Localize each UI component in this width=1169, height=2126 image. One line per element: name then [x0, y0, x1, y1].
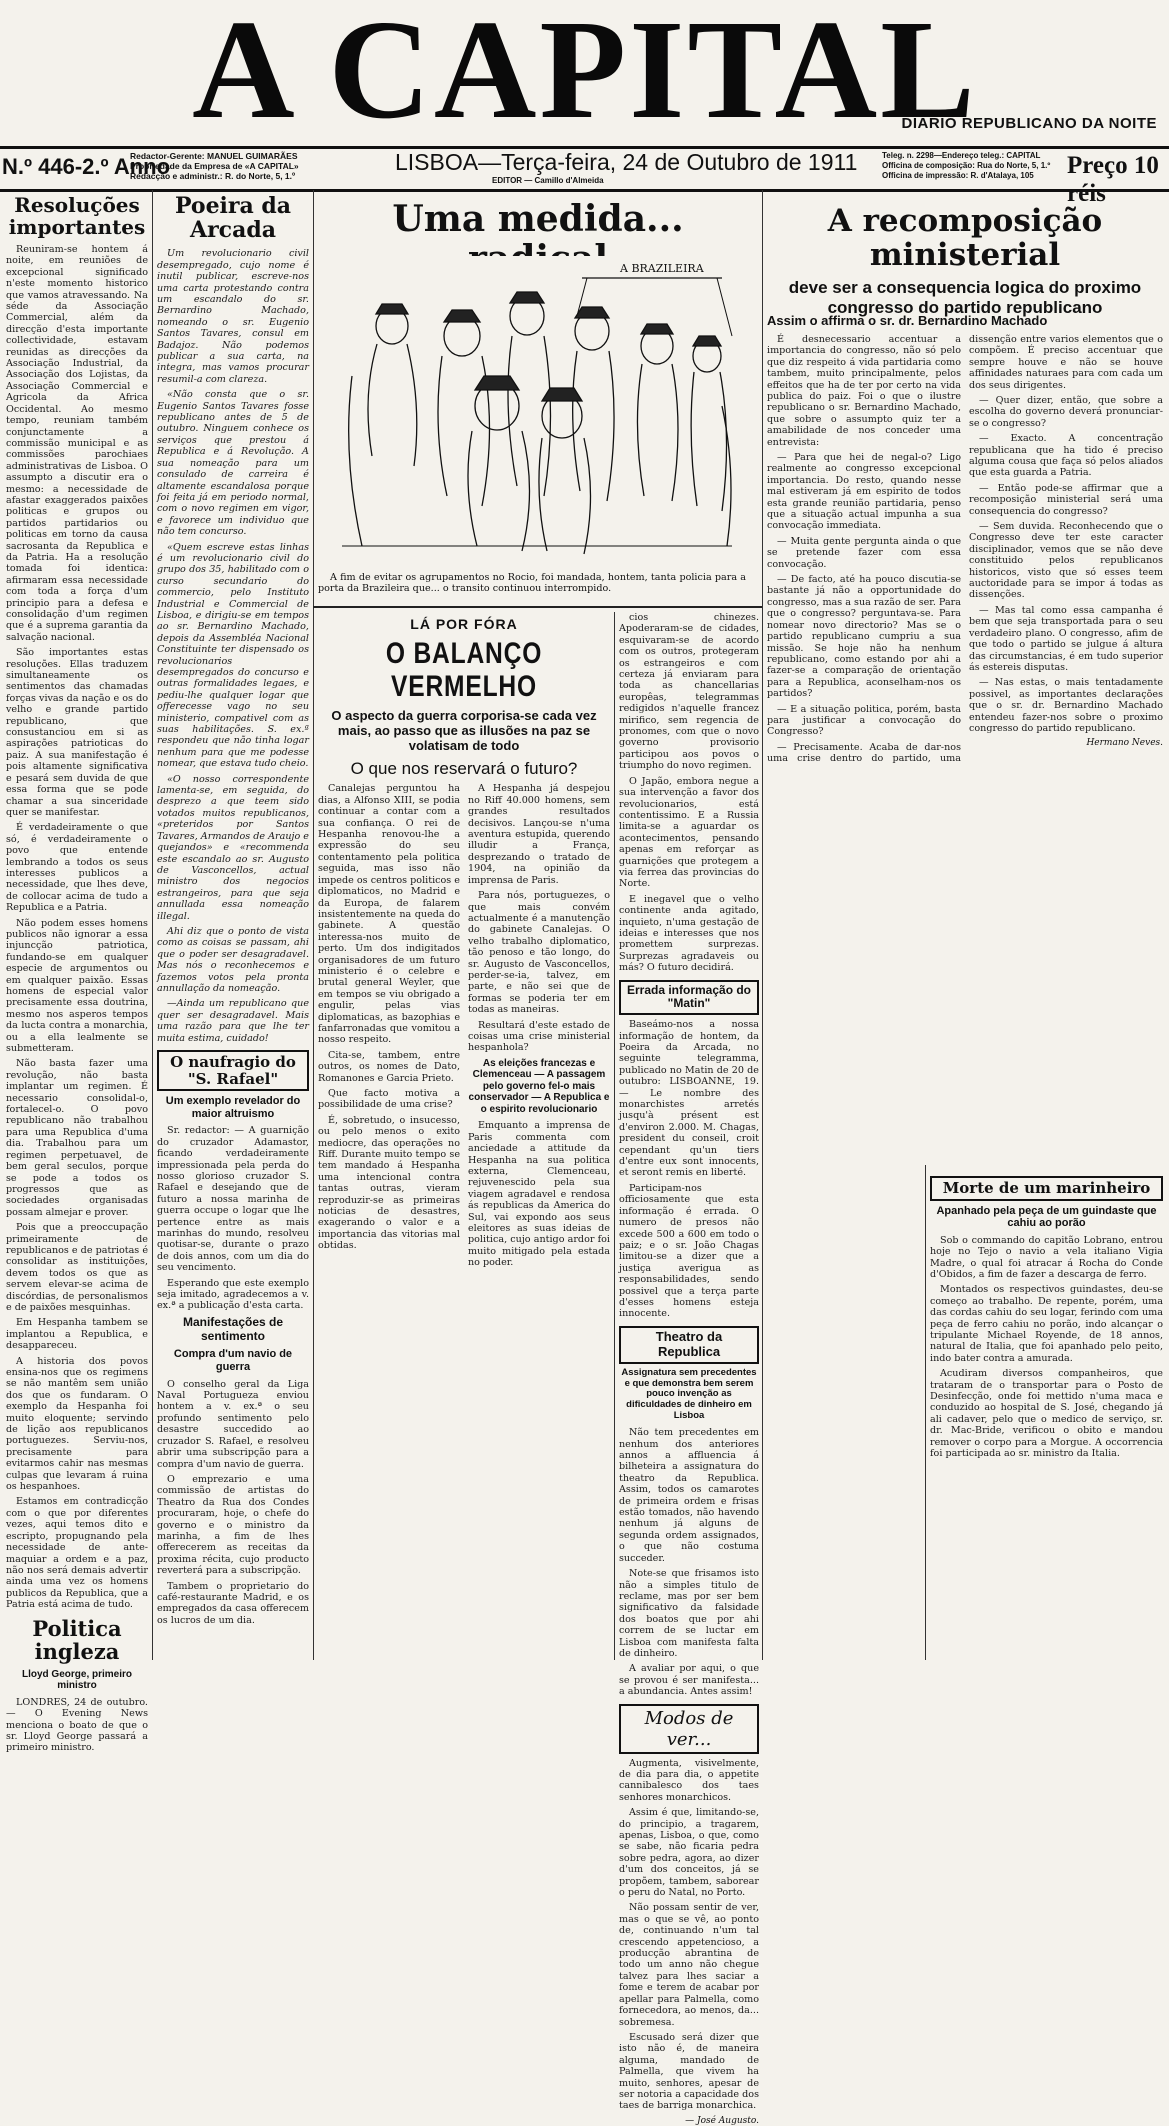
column-rule	[313, 190, 314, 1660]
article-paragraph: Estamos em contradicção com o que por diferentes vezes, aqui temos dito e escripto, propugnando pela necessidade de ante-maquiar a ordem e a paz, não nos será demais advertir ainda uma vez os homens publicos da Republica, que a Patria está acima de tudo.	[6, 1496, 148, 1611]
column-5	[767, 310, 1163, 1165]
column-6	[930, 1170, 1163, 1660]
article-paragraph: Canalejas perguntou ha dias, a Alfonso XIII, se podia continuar a contar com a sua confiança. O rei de Hespanha renovou-lhe a expressão do seu contentamento pela politica seguida, mas isso não impede os centros politicos e diplomaticos, no Madrid e da Europa, de falarem insistentemente na queda do gabinete. A questão interessa-nos muito de perto. Um dos indigitados organisadores de um futuro ministerio é o celebre e brutal general Weyler, que em tempos se viu obrigado a engulir, pelas vias diplomaticas, as bazophias e fanfarronadas que vomitou a nosso respeito.	[318, 783, 460, 1046]
main-headline: Uma medida...	[392, 198, 684, 240]
column-rule	[762, 190, 763, 1660]
article-paragraph: Não tem precedentes em nenhum dos anteriores annos a affluencia á bilheteira a assignatura do theatro da Republica. Assim, todos os camarotes de primeira ordem e frisas estão tomados, não havendo nenhum já alguns de segunda ordem assignados, o que não costuma succeder.	[619, 1427, 759, 1564]
article-paragraph: Participam-nos officiosamente que esta informação é errada. O numero de presos não excede 500 a 600 em todo o paiz; e o sr. João Chagas limitou-se a dizer que a justiça averigua as responsabilidades, sendo possivel que a terça parte d'esses homens esteja innocente.	[619, 1182, 759, 1320]
article-paragraph: — Precisamente. Acaba de dar-nos uma crise dentro do partido, uma dissenção entre varios elementos que o compõem. É preciso accentuar que sempre houve e não se houve affinidades naturaes para com cada um dos seus dirigentes.	[767, 333, 1163, 765]
article-subtitle: Compra d'um navio de guerra	[173, 1348, 293, 1374]
article-paragraph: — Então pode-se affirmar que a recomposição ministerial será uma consequencia do congresso?	[969, 482, 1163, 517]
article-paragraph: Não podem esses homens publicos não ignorar a essa injuncção patriotica, fundando-se em qualquer especie de argumentos ou em qualquer paixão. Essas homens de especial valor precisamente essa doutrina, mesmo nos asperos tempos da lucta contra a monarchia, ou a ella lealmente se submetteram.	[6, 917, 148, 1055]
section-kicker: LÁ POR FÓRA	[410, 616, 518, 632]
article-subtitle: Assim o affirma o sr. dr. Bernardino Machado	[767, 313, 1048, 328]
article-paragraph: A historia dos povos ensina-nos que os regimens se não mantêm sem união dos que os fundaram. O exemplo da Hespanha foi muito eloquente; servindo de lição aos republicanos portuguezes. Serviu-nos, precisamente para evitarmos cahir nas mesmas culpas que levaram á ruina os hespanhoes.	[6, 1355, 148, 1493]
article-paragraph: — Sem duvida. Reconhecendo que o Congresso deve ter este caracter disciplinador, vemos que se não deve constituido pelos republicanos historicos, visto que só esses teem auctoridade para se impor á todas as dissenções.	[969, 521, 1163, 601]
article-paragraph: A avaliar por aqui, o que se provou é ser manifesta... a abundancia. Antes assim!	[619, 1663, 759, 1698]
article-paragraph: Resultará d'este estado de coisas uma crise ministerial hespanhola?	[468, 1019, 610, 1054]
article-paragraph: — Muita gente pergunta ainda o que se pretende fazer com essa convocação.	[767, 535, 961, 570]
article-paragraph: E inegavel que o velho continente anda agitado, inquieto, n'uma gestação de ideias e interesses que nos promettem surprezas. Surprezas agradaveis ou más? O futuro decidirá.	[619, 893, 759, 974]
editor-name: EDITOR — Camillo d'Almeida	[492, 176, 604, 185]
column-3	[318, 612, 610, 1660]
article-paragraph: cios chinezes. Apoderaram-se de cidades, esquivaram-se de acordo com os outros, protegeram os estrangeiros e com certeza já enviaram para toda as chancellarias europêas, telegrammas redigidos n'aquelle francez mirifico, sem regencia de pronomes, com que o novo governo provisorio participou aos povos o triumpho do novo regimen.	[619, 612, 759, 772]
article-signature: — José Augusto.	[685, 2115, 759, 2126]
column-1	[6, 190, 148, 1754]
contact-line: Officina de impressão: R. d'Atalaya, 105	[882, 171, 1034, 180]
article-paragraph: Assim é que, limitando-se, do principio, a tragarem, apenas, Lisboa, o que, como se sabe, não ficaria pedra sobre pedra, agora, ao dizer d'um dos conceitos, já se propõem, tambem, saborear o peru do Natal, no Porto.	[619, 1807, 759, 1899]
newspaper-title: A CAPITAL	[192, 0, 978, 148]
article-paragraph: — Para que hei de negal-o? Ligo realmente ao congresso excepcional importancia. Do resto, quando nesse mal estiveram já em espirito de todos esta grande reunião partidaria, penso que a situação actual impunha a sua convocação immediata.	[767, 452, 961, 532]
column-5-lower-left	[767, 1170, 921, 1660]
editor-credits	[130, 151, 299, 181]
article-signature: Hermano Neves.	[1086, 738, 1163, 749]
article-title: Resoluções importantes	[8, 193, 146, 239]
article-paragraph: O conselho geral da Liga Naval Portugueza enviou hontem a v. ex.ª o seu profundo sentimento pelo desastre succedido ao cruzador S. Rafael, e resolveu abrir uma subscripção para a compra d'um navio de guerra.	[157, 1378, 309, 1470]
article-paragraph: Esperando que este exemplo seja imitado, agradecemos a v. ex.ª a publicação d'esta carta.	[157, 1277, 309, 1312]
article-paragraph: Que facto motiva a possibilidade de uma crise?	[318, 1088, 460, 1111]
article-paragraph: Ahi diz que o ponto de vista como as coisas se passam, ahi que o poder ser desagradavel. Mas nós o reconhecemos e fazemos votos pela pronta annullação da nomeação.	[157, 925, 309, 994]
article-paragraph: É, sobretudo, o insucesso, ou pelo menos o exito mediocre, das operações no Riff. Durante muito tempo se tem mandado á Hespanha uma intencional contra tantas outras, vieram reproduzir-se as primeiras noticias de desastres, exagerando o valor e a importancia das vitorias mal obtidas.	[318, 1114, 460, 1252]
newspaper-subtitle: DIARIO REPUBLICANO DA NOITE	[901, 115, 1157, 132]
article-paragraph: Para nós, portuguezes, o que mais convém actualmente é a manutenção do gabinete Canalejas. O velho trabalho diplomatico, tão penoso e tão longo, do sr. Augusto de Vasconcellos, perder-se-ia, talvez, em parte, e não sei que de formas se poderia ter em todas as maneiras.	[468, 890, 610, 1016]
article-paragraph: Note-se que frisamos isto não a simples titulo de reclame, mas por ser bem significativo da falsidade dos boatos que por ahi correm de se luctar em Lisboa com manifesta falta de dinheiro.	[619, 1568, 759, 1659]
article-paragraph: — Nas estas, o mais tentadamente possivel, as importantes declarações que o sr. dr. Bernardino Machado entendeu fazer-nos sobre o proximo congresso do partido republicano.	[969, 677, 1163, 734]
article-paragraph: O emprezario e uma commissão de artistas do Theatro da Rua dos Condes procuraram, hoje, o chefe do governo e o ministro da marinha, a fim de lhes offerecerem as receitas da proxima récita, cujo producto reverterá para a subscripção.	[157, 1473, 309, 1577]
article-paragraph: Reuniram-se hontem á noite, em reuniões de excepcional significado n'este momento historico que vamos atravessando. Na séde da Associação Commercial, além da direcção d'esta importante collectividade, estavam reunidas as direcções da Associação Industrial, da Associação dos Lojistas, da Associação Commercial e Agricola da Africa Occidental. Ao mesmo tempo, reuniam também conjunctamente a commissão municipal e as commissões parochiaes administrativas de Lisboa. O assumpto a discutir era o mesmo: a necessidade de afastar exaggerados paixões politicas e grupos ou partidos partidarios ou politicas em torno da causa sacrosanta da Republica e da Patria. Ha a resolução tomada foi identica: afirmaram essa necessidade com toda a força d'um principio para a defesa e consolidação d'um regimen que é a suprema garantia da salvação nacional.	[6, 244, 148, 643]
issue-number: N.º 446-2.º Anno	[2, 154, 171, 179]
editor-line: Propriedade da Empresa de «A CAPITAL»	[130, 161, 299, 171]
article-deck: deve ser a consequencia logica do proximo congresso do partido republicano	[788, 278, 1142, 317]
column-rule	[152, 190, 153, 1660]
contact-line: Officina de composição: Rua do Norte, 5, 1.º	[882, 161, 1051, 170]
article-paragraph: — Mas tal como essa campanha é bem que seja transportada para o seu verdadeiro plano. O congresso, afim de que todo o partido se julgue á altura das circumstancias, é em tudo superior ás estereis disputas.	[969, 604, 1163, 673]
column-rule	[614, 612, 615, 1660]
article-subtitle: As eleições francezas e Clemenceau — A passagem pelo governo fel-o mais conservador — A Republica e o espirito revolucionario	[468, 1057, 610, 1115]
cafe-sign-text: A BRAZILEIRA	[620, 262, 704, 275]
article-paragraph: — Quer dizer, então, que sobre a escolha do governo deverá pronunciar-se o congresso?	[969, 394, 1163, 429]
article-title: Theatro da Republica	[619, 1326, 759, 1364]
issue-date: LISBOA—Terça-feira, 24 de Outubro de 1911	[395, 149, 858, 175]
masthead	[0, 0, 1169, 150]
article-subtitle: Lloyd George, primeiro ministro	[21, 1668, 133, 1692]
cartoon-illustration	[322, 256, 740, 558]
article-body	[767, 334, 1163, 765]
article-paragraph: Não basta fazer uma revolução, não basta implantar um regimen. É necessario consolidal-o, fortalecel-o. O povo republicano não trabalhou para uma Republica d'uma dia. Trabalhou para um regimen perpetuavel, de bem geral seculos, porque se pode a todos os progressos que as sociedades organisadas possam almejar e prover.	[6, 1058, 148, 1218]
article-subtitle: Assignatura sem precedentes e que demonstra bem serem pouco invenção as dificuldades de dinheiro em Lisboa	[621, 1366, 757, 1422]
article-paragraph: São importantes estas resoluções. Ellas traduzem simultaneamente os sentimentos das chamadas forças vivas da nação e os do velho e grande partido republicano, que consustanciou em si as aspirações patrioticas do paiz. A sua manifestação é pois altamente significativa e pesará sem duvida de que essa forma que se pode chamar a sua sinceridade quer se manifestar.	[6, 647, 148, 818]
article-paragraph: É verdadeiramente o que só, é verdadeiramente o povo que entende lembrando a todos os seus interesses publicos a necessidade, que lhes deve, de collocar acima de tudo a Republica e a Patria.	[6, 822, 148, 914]
article-paragraph: Tambem o proprietario do café-restaurante Madrid, e os empregados da casa offerecem os lucros de um dia.	[157, 1580, 309, 1626]
article-paragraph: É desnecessario accentuar a importancia do congresso, não só pelo que diz respeito á vida partidaria como tambem, muito principalmente, pelos effeitos que ha de ter por certo na vida publica do paiz. Foi o que o ilustre republicano o sr. Bernardino Machado, que sobre o assumpto quiz ter a amabilidade de nos conceder uma entrevista:	[767, 333, 961, 448]
article-title: O BALANÇO VERMELHO	[385, 637, 543, 704]
contact-info	[882, 151, 1050, 181]
article-paragraph: Acudiram diversos companheiros, que trataram de o transportar para o Posto de Desinfecção, onde foi mettido n'uma maca e conduzido ao hospital de S. José, chegando já ali cadaver, pelo que o medico de serviço, sr. dr. Mac-Bride, verificou o obito e mandou remover o corpo para a Morgue. A occorrencia foi participada ao sr. ministro da Italia.	[930, 1368, 1163, 1460]
article-paragraph: O Japão, embora negue a sua intervenção a favor dos revolucionarios, está contentissimo. E a Russia limita-se a aguardar os acontecimentos, pensando apenas em reforçar as guarnições que protegem a via ferrea das provincias do Norte.	[619, 775, 759, 890]
article-paragraph: —Ainda um republicano que quer ser desagradavel. Mais uma razão para que lhe ter muita estima, cuidado!	[157, 998, 309, 1044]
column-4	[619, 612, 759, 2126]
article-paragraph: Escusado será dizer que isto não é, de maneira alguma, mandado de Palmella, que vivem ha muito, senhores, apesar de ser notoria a capacidade dos taes de barriga monarchica.	[619, 2031, 759, 2112]
article-paragraph: «Quem escreve estas linhas é um revolucionario civil do grupo dos 35, habilitado com o curso secundario do commercio, pelo Instituto Industrial e Commercial de Lisboa, e dirigiu-se em tempos ao sr. Bernardino Machado, depois da Assembléa Nacional Constituinte ter dispensado os revolucionarios desempregados do concurso e outras formalidades legaes, e pediu-lhe qualquer logar que offerecesse vago no seu ministerio, compativel com as suas habilitações. S. ex.ª respondeu que não tinha logar nenhum para que me podesse nomear, que estava tudo cheio.	[157, 541, 309, 770]
article-subtitle: Um exemplo revelador do maior altruismo	[165, 1095, 301, 1120]
article-paragraph: Em Hespanha tambem se implantou a Republica, e desappareceu.	[6, 1317, 148, 1352]
cartoon-caption: A fim de evitar os agrupamentos no Rocio, foi mandada, hontem, tanta policia para a porta da Brazileira que... o transito continuou interrompido.	[318, 571, 746, 594]
article-paragraph: LONDRES, 24 de outubro. — O Evening News menciona o boato de que o sr. Lloyd George passará a primeiro ministro.	[6, 1696, 148, 1754]
article-paragraph: Augmenta, visivelmente, de dia para dia, o appetite cannibalesco dos taes senhores monarchicos.	[619, 1757, 759, 1803]
article-paragraph: — E a situação politica, porém, basta para justificar a convocação do Congresso?	[767, 703, 961, 738]
article-paragraph: Baseámo-nos a nossa informação de hontem, da Poeira da Arcada, no seguinte telegramma, publicado no Matin de 20 de outubro: LISBOANNE, 19. — Le nombre des monarchistes arretés jusqu'à présent est d'environ 2.000. M. Chagas, president du conseil, croit cependant qu'un tiers d'entre eux sont innocents, et seront remis en liberté.	[619, 1019, 759, 1179]
article-paragraph: A Hespanha já despejou no Riff 40.000 homens, sem grandes resultados decisivos. Lançou-se n'uma aventura estupida, querendo illudir a França, desprezando o tratado de 1904, na opinião da imprensa de Paris.	[468, 783, 610, 886]
headline-area	[318, 190, 758, 260]
article-paragraph: Não possam sentir de ver, mas o que se vê, ao ponto de, continuando n'um tal crescendo appetencioso, a producção abrantina de todo um anno não chegue talvez para lhes saciar a fome e terem de acabar por apellar para Palmella, como fornecedora, ao menos, da... sobremesa.	[619, 1902, 759, 2028]
article-title: Errada informação do "Matin"	[619, 980, 759, 1016]
article-paragraph: Emquanto a imprensa de Paris commenta com anciedade a attitude da Hespanha na sua politica externa, Clemenceau, rejuvenescido pela sua viagem agradavel e rendosa ás republicas da America do Sul, vai expondo aos seus eleitores as suas ideias de politica, cujo antigo ardor foi muito mitigado pela estada no poder.	[468, 1120, 610, 1269]
article-title: Poeira da Arcada	[174, 193, 292, 244]
editor-line: Redacção e administr.: R. do Norte, 5, 1.º	[130, 171, 296, 181]
contact-line: Teleg. n. 2298—Endereço teleg.: CAPITAL	[882, 151, 1041, 160]
price: Preço 10 réis	[1067, 152, 1159, 207]
article-title: Politica ingleza	[32, 1615, 122, 1664]
article-body	[318, 783, 610, 1268]
article-title: O naufragio do "S. Rafael"	[157, 1050, 309, 1091]
right-headline-area	[767, 190, 1163, 317]
article-subtitle: Apanhado pela peça de um guindaste que cahiu ao porão	[936, 1204, 1157, 1230]
article-paragraph: — Exacto. A concentração republicana que ha tido é preciso alguma cousa que faça só pelos aliados que esta guarda a Patria.	[969, 433, 1163, 479]
article-subtitle: O que nos reservará o futuro?	[350, 758, 578, 778]
article-paragraph: Pois que a preoccupação primeiramente de republicanos e de patriotas é consolidar as instituições, devem todos os que as servem elevar-se acima de discórdias, de personalismos e de paixões mesquinhas.	[6, 1222, 148, 1313]
section-rule	[313, 606, 762, 608]
article-title: A recomposição ministerial	[827, 203, 1103, 274]
article-paragraph: — De facto, até ha pouco discutia-se bastante já não a opportunidade do congresso, mas a sua razão de ser. Para que o congresso? perguntava-se. Para nomear novo directorio? Mas se o partido republicano cumpriu a sua missão. Se hoje não ha nenhum republicano, como estando por ahi a fazer-se a comparação de orientação para a Republica, aconselham-nos os partidos?	[767, 574, 961, 700]
article-paragraph: Montados os respectivos guindastes, deu-se começo ao trabalho. De repente, porém, uma das cordas cahiu do seu logar, ferindo com uma peça de ferro cahiu no porão, indo alcançar o tripulante Michael Royende, de 18 annos, natural de Italia, que foi apanhado pelo peito, indo bater contra a amurada.	[930, 1284, 1163, 1364]
article-paragraph: «O nosso correspondente lamenta-se, em seguida, do desprezo a que teem sido votados muitos republicanos, «preteridos por Santos Tavares, Armandos de Araujo e quejandos» e «recommenda este escandalo ao sr. Augusto de Vasconcellos, actual ministro dos negocios estrangeiros, para que seja annullada essa nomeação illegal.	[157, 773, 309, 922]
column-rule	[925, 1165, 926, 1660]
article-deck: O aspecto da guerra corporisa-se cada vez mais, ao passo que as illusões na paz se volatisam de todo	[331, 708, 597, 753]
article-paragraph: Cita-se, tambem, entre outros, os nomes de Dato, Romanones e Garcia Prieto.	[318, 1049, 460, 1084]
article-paragraph: Sob o commando do capitão Lobrano, entrou hoje no Tejo o navio a vela italiano Vigia Madre, o qual foi atracar á Rocha do Conde d'Obidos, a fim de fazer a descarga de ferro.	[930, 1234, 1163, 1280]
article-title: Morte de um marinheiro	[930, 1176, 1163, 1201]
editor-line: Redactor-Gerente: MANUEL GUIMARÃES	[130, 151, 298, 161]
column-2	[157, 190, 309, 1660]
article-title: Manifestações de sentimento	[182, 1314, 284, 1343]
article-paragraph: Um revolucionario civil desempregado, cujo nome é inutil publicar, escreve-nos uma carta protestando contra um escandalo do sr. Bernardino Machado, nomeando o sr. Eugenio Santos Tavares, consul em Badajoz. Não podemos publicar a sua carta, na integra, mas vamos procurar resumil-a com clareza.	[157, 248, 309, 385]
article-title: Modos de ver...	[619, 1704, 759, 1754]
article-paragraph: Sr. redactor: — A guarnição do cruzador Adamastor, ficando verdadeiramente impressionada pela perda do nosso glorioso cruzador S. Rafael e desejando que de futuro a nossa marinha de guerra occupe o logar que lhe pertence entre as mais marinhas do mundo, resolveu quotisar-se, durante o prazo de dois annos, com um dia do seu vencimento.	[157, 1125, 309, 1274]
info-bar	[0, 146, 1169, 207]
article-paragraph: «Não consta que o sr. Eugenio Santos Tavares fosse republicano antes de 5 de outubro. Ninguem conhece os serviços que prestou á Republica e á Revolução. A sua nomeação para um consulado de carreira é altamente escandalosa porque foi feita já em periodo normal, com o novo regimen em vigor, e favorece um individuo que não tem concurso.	[157, 389, 309, 538]
